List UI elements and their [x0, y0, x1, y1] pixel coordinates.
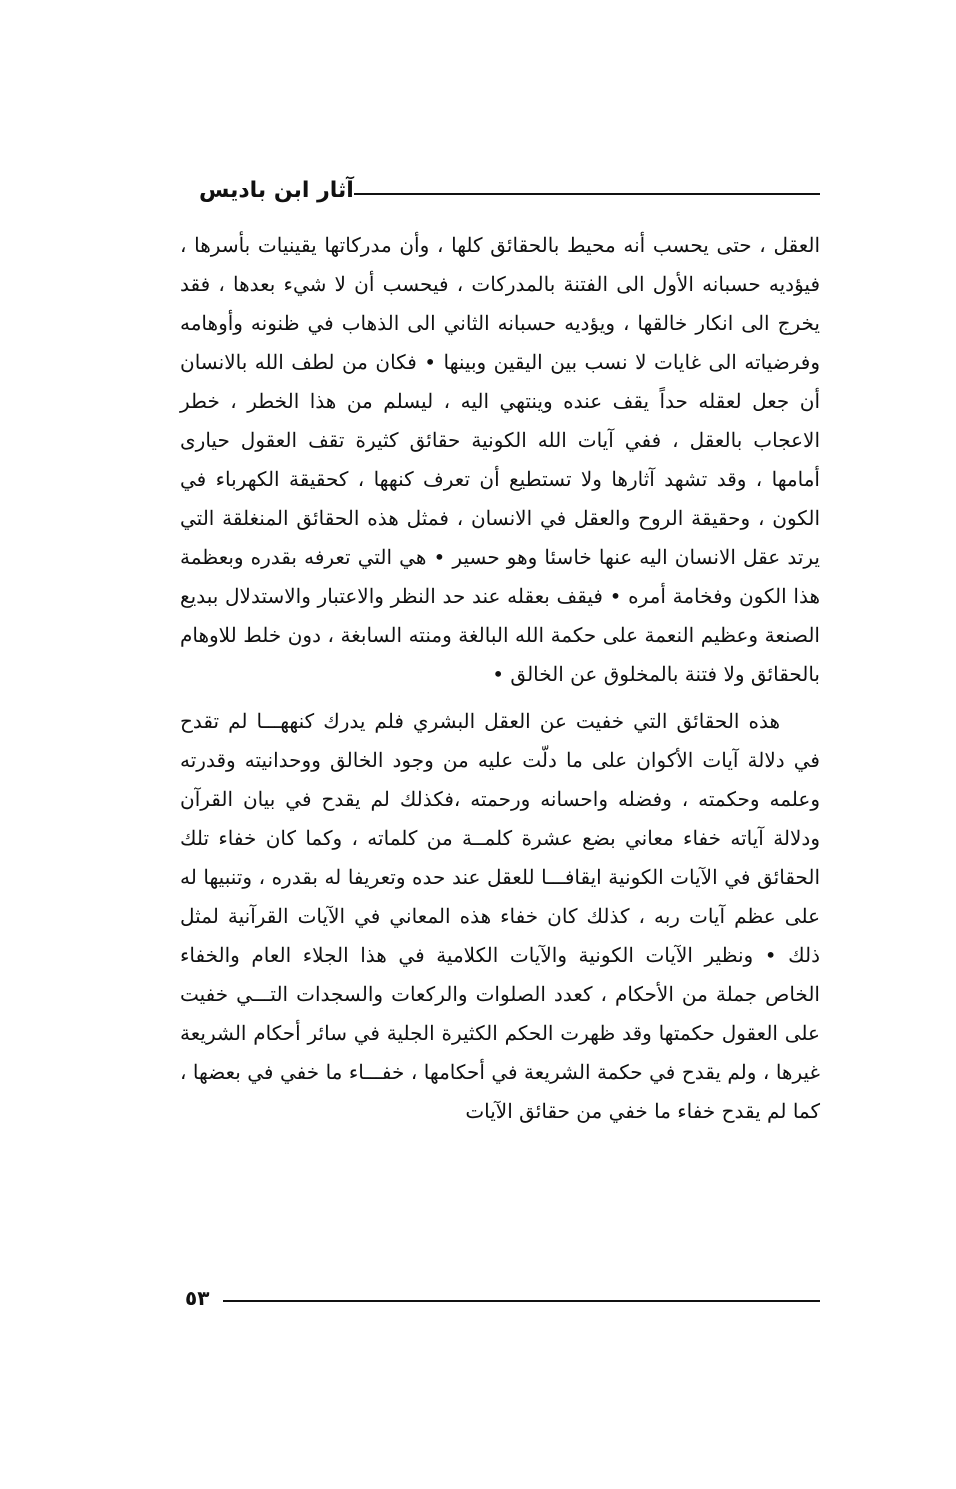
- running-header: [185, 172, 820, 208]
- paragraph-1: العقل ، حتى يحسب أنه محيط بالحقائق كلها ، وأن مدركاتها يقينيات بأسرها ، فيؤديه حسبانه الأول الى الفتنة بالمدركات ، فيحسب أن لا شيء بعدها ، فقد يخرج الى انكار خالقها ، ويؤديه حسبانه الثاني الى الذهاب في ظنونه وأوهامه وفرضياته الى غايات لا نسب بين اليقين وبينها • فكان من لطف الله بالانسان أن جعل لعقله حداً يقف عنده وينتهي اليه ، ليسلم من هذا الخطر ، خطر الاعجاب بالعقل ، ففي آيات الله الكونية حقائق كثيرة تقف العقول حيارى أمامها ، وقد تشهد آثارها ولا تستطيع أن تعرف كنهها ، كحقيقة الكهرباء في الكون ، وحقيقة الروح والعقل في الانسان ، فمثل هذه الحقائق المنغلقة التي يرتد عقل الانسان اليه عنها خاسئا وهو حسير • هي التي تعرفه بقدره وبعظمة هذا الكون وفخامة أمره • فيقف بعقله عند حد النظر والاعتبار والاستدلال ببديع الصنعة وعظيم النعمة على حكمة الله البالغة ومنته السابغة ، دون خلط للاوهام بالحقائق ولا فتنة بالمخلوق عن الخالق •: [180, 233, 820, 686]
- body-text: [180, 226, 820, 1131]
- paragraph-2: هذه الحقائق التي خفيت عن العقل البشري فلم يدرك كنههـــا لم تقدح في دلالة آيات الأكوان على ما دلّت عليه من وجود الخالق ووحدانيته وقدرته وعلمه وحكمته ، وفضله واحسانه ورحمته ،فكذلك لم يقدح في بيان القرآن ودلالة آياته خفاء معاني بضع عشرة كلمــة من كلماته ، وكما كان خفاء تلك الحقائق في الآيات الكونية ايقافـــا للعقل عند حده وتعريفا له بقدره ، وتنبيها له على عظم آيات ربه ، كذلك كان خفاء هذه المعاني في الآيات القرآنية لمثل ذلك • ونظير الآيات الكونية والآيات الكلامية في هذا الجلاء العام والخفاء الخاص جملة من الأحكام ، كعدد الصلوات والركعات والسجدات التـــي خفيت على العقول حكمتها وقد ظهرت الحكم الكثيرة الجلية في سائر أحكام الشريعة غيرها ، ولم يقدح في حكمة الشريعة في أحكامها ، خفـــاء ما خفي في بعضها ، كما لم يقدح خفاء ما خفي من حقائق الآيات: [180, 709, 820, 1123]
- page-footer: [185, 1283, 820, 1313]
- header-rule: [354, 193, 820, 195]
- running-title: آثار ابن باديس: [199, 177, 354, 203]
- footer-rule: [223, 1300, 820, 1302]
- page-number: ٥٣: [185, 1286, 210, 1310]
